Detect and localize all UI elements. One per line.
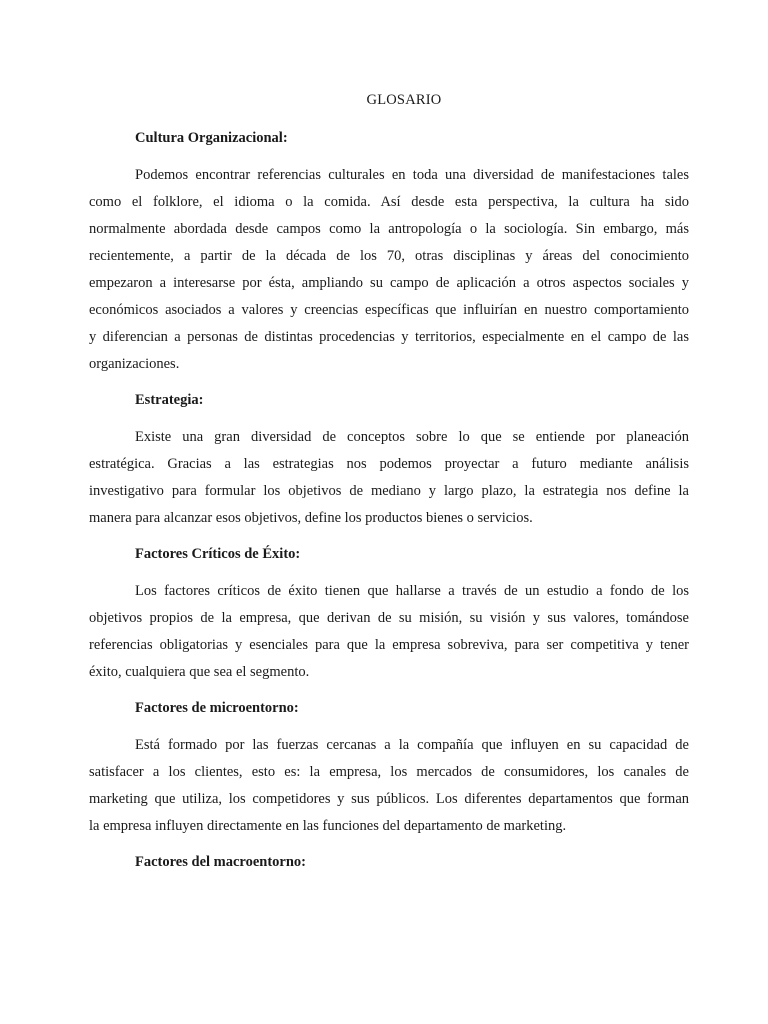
section-heading-estrategia: Estrategia: [135,392,204,408]
section-heading-factores-de-microentorno: Factores de microentorno: [135,700,299,716]
paragraph-line: recientemente, a partir de la década de los 70, otras disciplinas y áreas del conocimiento [89,248,689,264]
paragraph-line: investigativo para formular los objetivos de mediano y largo plazo, la estrategia nos define la [89,483,689,499]
paragraph-line: éxito, cualquiera que sea el segmento. [89,664,310,680]
paragraph-line: satisfacer a los clientes, esto es: la empresa, los mercados de consumidores, los canales de [89,764,689,780]
section-paragraph-factores-de-microentorno [89,732,689,840]
section-heading-factores-criticos-de-exito: Factores Críticos de Éxito: [135,546,301,562]
paragraph-line: manera para alcanzar esos objetivos, define los productos bienes o servicios. [89,510,533,526]
paragraph-line: la empresa influyen directamente en las funciones del departamento de marketing. [89,818,567,834]
paragraph-line: marketing que utiliza, los competidores y sus públicos. Los diferentes departamentos que forman [89,791,689,807]
paragraph-line: organizaciones. [89,356,180,372]
paragraph-line: normalmente abordada desde campos como la antropología o la sociología. Sin embargo, más [89,221,689,237]
section-heading-cultura-organizacional: Cultura Organizacional: [135,130,288,146]
paragraph-line: Los factores críticos de éxito tienen que hallarse a través de un estudio a fondo de los [135,583,689,599]
section-paragraph-cultura-organizacional [89,162,689,378]
paragraph-line: Podemos encontrar referencias culturales en toda una diversidad de manifestaciones tales [135,167,689,183]
page-title: GLOSARIO [366,92,442,108]
paragraph-line: estratégica. Gracias a las estrategias nos podemos proyectar a futuro mediante análisis [89,456,689,472]
paragraph-line: objetivos propios de la empresa, que derivan de su misión, su visión y sus valores, tomándose [89,610,689,626]
paragraph-line: como el folklore, el idioma o la comida. Así desde esta perspectiva, la cultura ha sido [89,194,689,210]
paragraph-line: económicos asociados a valores y creencias específicas que influirían en nuestro comportamiento [89,302,689,318]
paragraph-line: Existe una gran diversidad de conceptos sobre lo que se entiende por planeación [135,429,689,445]
section-paragraph-estrategia [89,424,689,532]
paragraph-line: Está formado por las fuerzas cercanas a la compañía que influyen en su capacidad de [135,737,689,753]
section-paragraph-factores-criticos-de-exito [89,578,689,686]
section-heading-factores-del-macroentorno: Factores del macroentorno: [135,854,306,870]
paragraph-line: referencias obligatorias y esenciales para que la empresa sobreviva, para ser competitiva y tener [89,637,689,653]
paragraph-line: empezaron a interesarse por ésta, ampliando su campo de aplicación a otros aspectos sociales y [89,275,689,291]
paragraph-line: y diferencian a personas de distintas procedencias y territorios, especialmente en el campo de las [89,329,689,345]
